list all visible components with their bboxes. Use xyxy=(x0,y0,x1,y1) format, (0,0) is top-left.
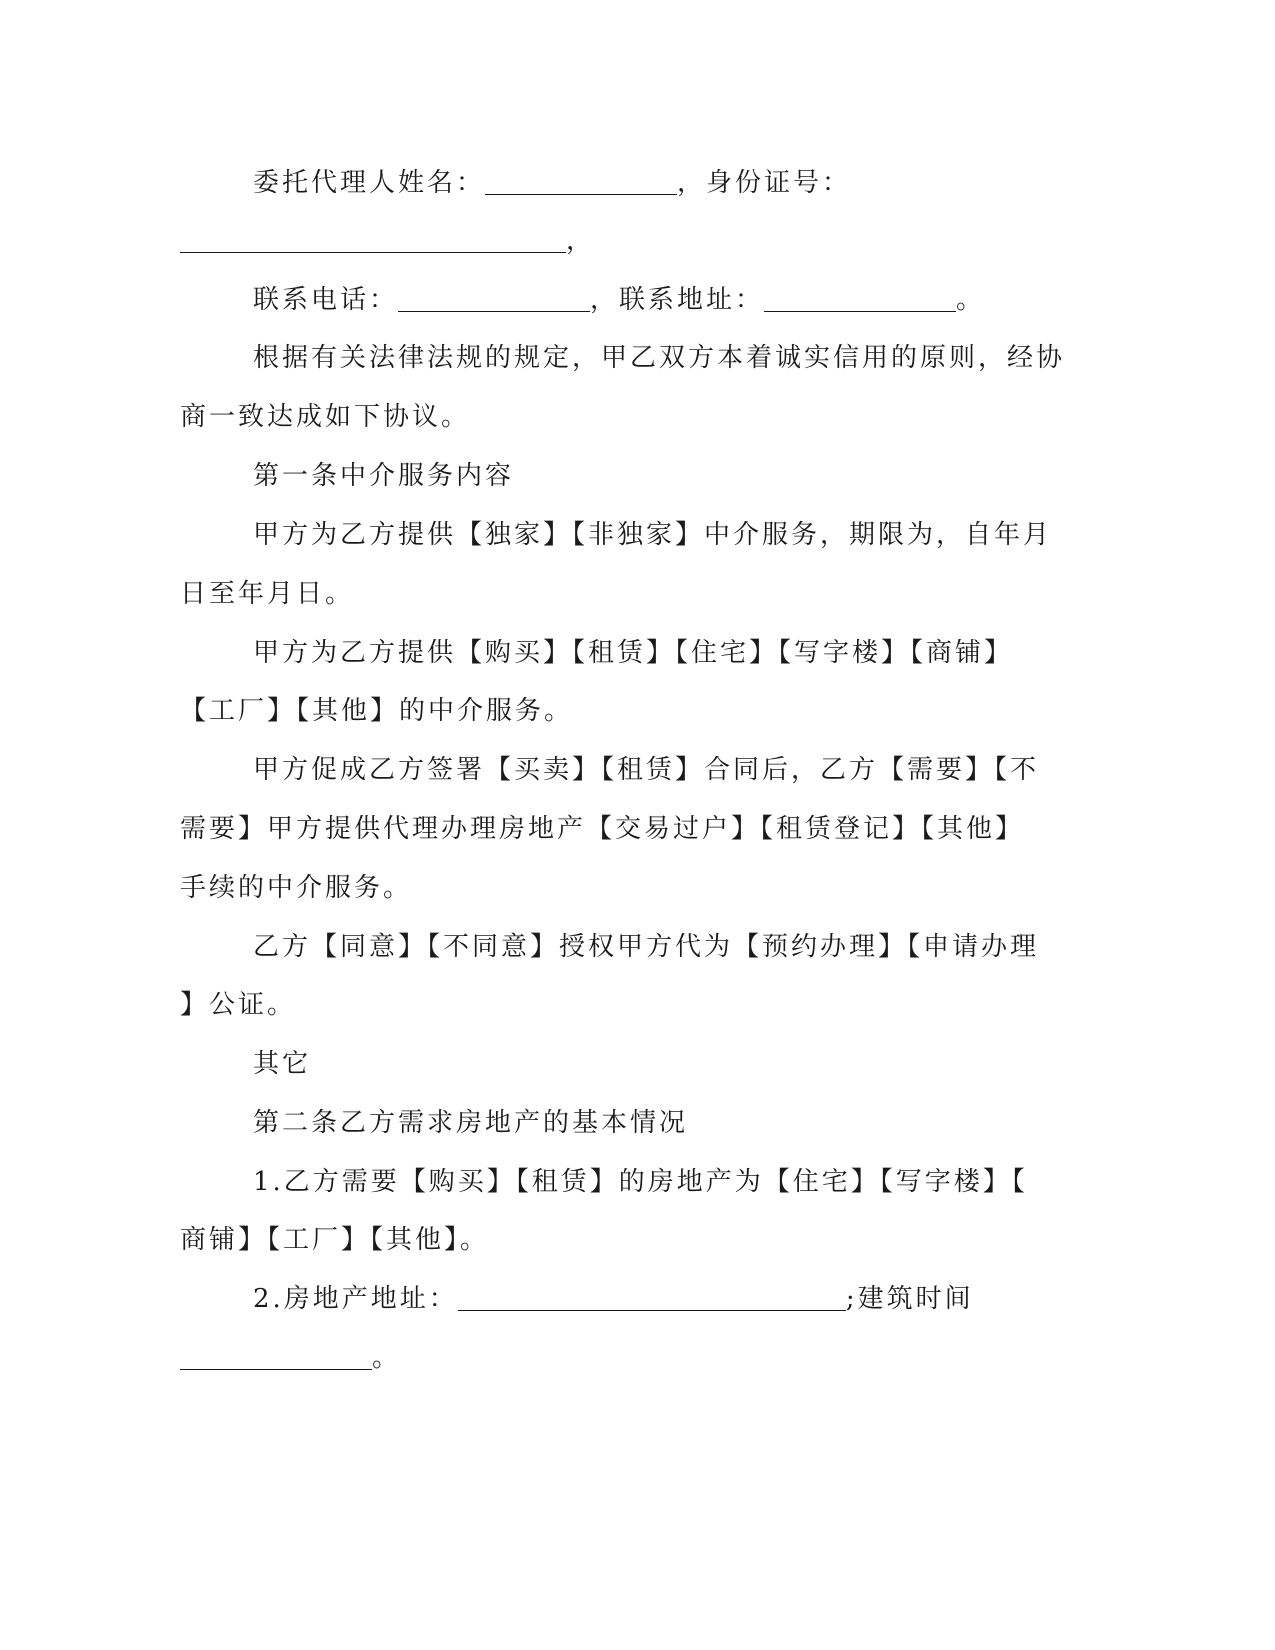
article-1-title: 第一条中介服务内容 xyxy=(253,461,515,491)
address-label: ，联系地址： xyxy=(590,285,765,315)
article-1-para-1-line-2: 日至年月日。 xyxy=(180,579,355,609)
id-number-line xyxy=(180,224,595,258)
agent-name-blank xyxy=(485,168,677,195)
id-comma: ， xyxy=(566,226,596,256)
phone-blank xyxy=(398,285,590,312)
build-time-blank xyxy=(180,1343,372,1370)
article-1-para-4-line-1: 乙方【同意】【不同意】授权甲方代为【预约办理】【申请办理 xyxy=(253,932,1040,962)
address-blank xyxy=(764,285,956,312)
article-1-para-2-line-2: 【工厂】【其他】的中介服务。 xyxy=(180,696,574,726)
article-2-para-1-line-2: 商铺】【工厂】【其他】。 xyxy=(180,1225,490,1255)
contact-line xyxy=(253,283,985,317)
id-number-blank xyxy=(180,226,566,253)
id-label: ，身份证号： xyxy=(677,168,852,198)
preamble-line-2: 商一致达成如下协议。 xyxy=(180,402,471,432)
phone-label: 联系电话： xyxy=(253,285,399,315)
article-1-para-3-line-1: 甲方促成乙方签署【买卖】【租赁】合同后，乙方【需要】【不 xyxy=(253,755,1040,785)
article-1-para-1-line-1: 甲方为乙方提供【独家】【非独家】中介服务，期限为，自年月 xyxy=(253,520,1053,550)
article-2-para-1-line-1: 1.乙方需要【购买】【租赁】的房地产为【住宅】【写字楼】【 xyxy=(253,1167,1028,1197)
build-time-label: ;建筑时间 xyxy=(845,1284,974,1314)
article-1-para-3-line-3: 手续的中介服务。 xyxy=(180,873,413,903)
article-2-title: 第二条乙方需求房地产的基本情况 xyxy=(253,1108,689,1138)
property-address-label: 2.房地产地址： xyxy=(253,1284,458,1314)
agent-name-label: 委托代理人姓名： xyxy=(253,168,486,198)
article-1-para-4-line-2: 】公证。 xyxy=(180,990,297,1020)
other-line: 其它 xyxy=(253,1049,312,1079)
article-2-para-2-line-2 xyxy=(180,1341,401,1375)
contact-period: 。 xyxy=(956,285,986,315)
preamble-line-1: 根据有关法律法规的规定，甲乙双方本着诚实信用的原则，经协 xyxy=(253,343,1066,373)
article-2-para-2-line-1 xyxy=(253,1282,974,1316)
agent-info-line xyxy=(253,166,851,200)
property-address-blank xyxy=(458,1284,846,1311)
article-1-para-3-line-2: 需要】甲方提供代理办理房地产【交易过户】【租赁登记】【其他】 xyxy=(180,814,1025,844)
article-1-para-2-line-1: 甲方为乙方提供【购买】【租赁】【住宅】【写字楼】【商铺】 xyxy=(253,638,1014,668)
build-time-period: 。 xyxy=(372,1343,402,1373)
